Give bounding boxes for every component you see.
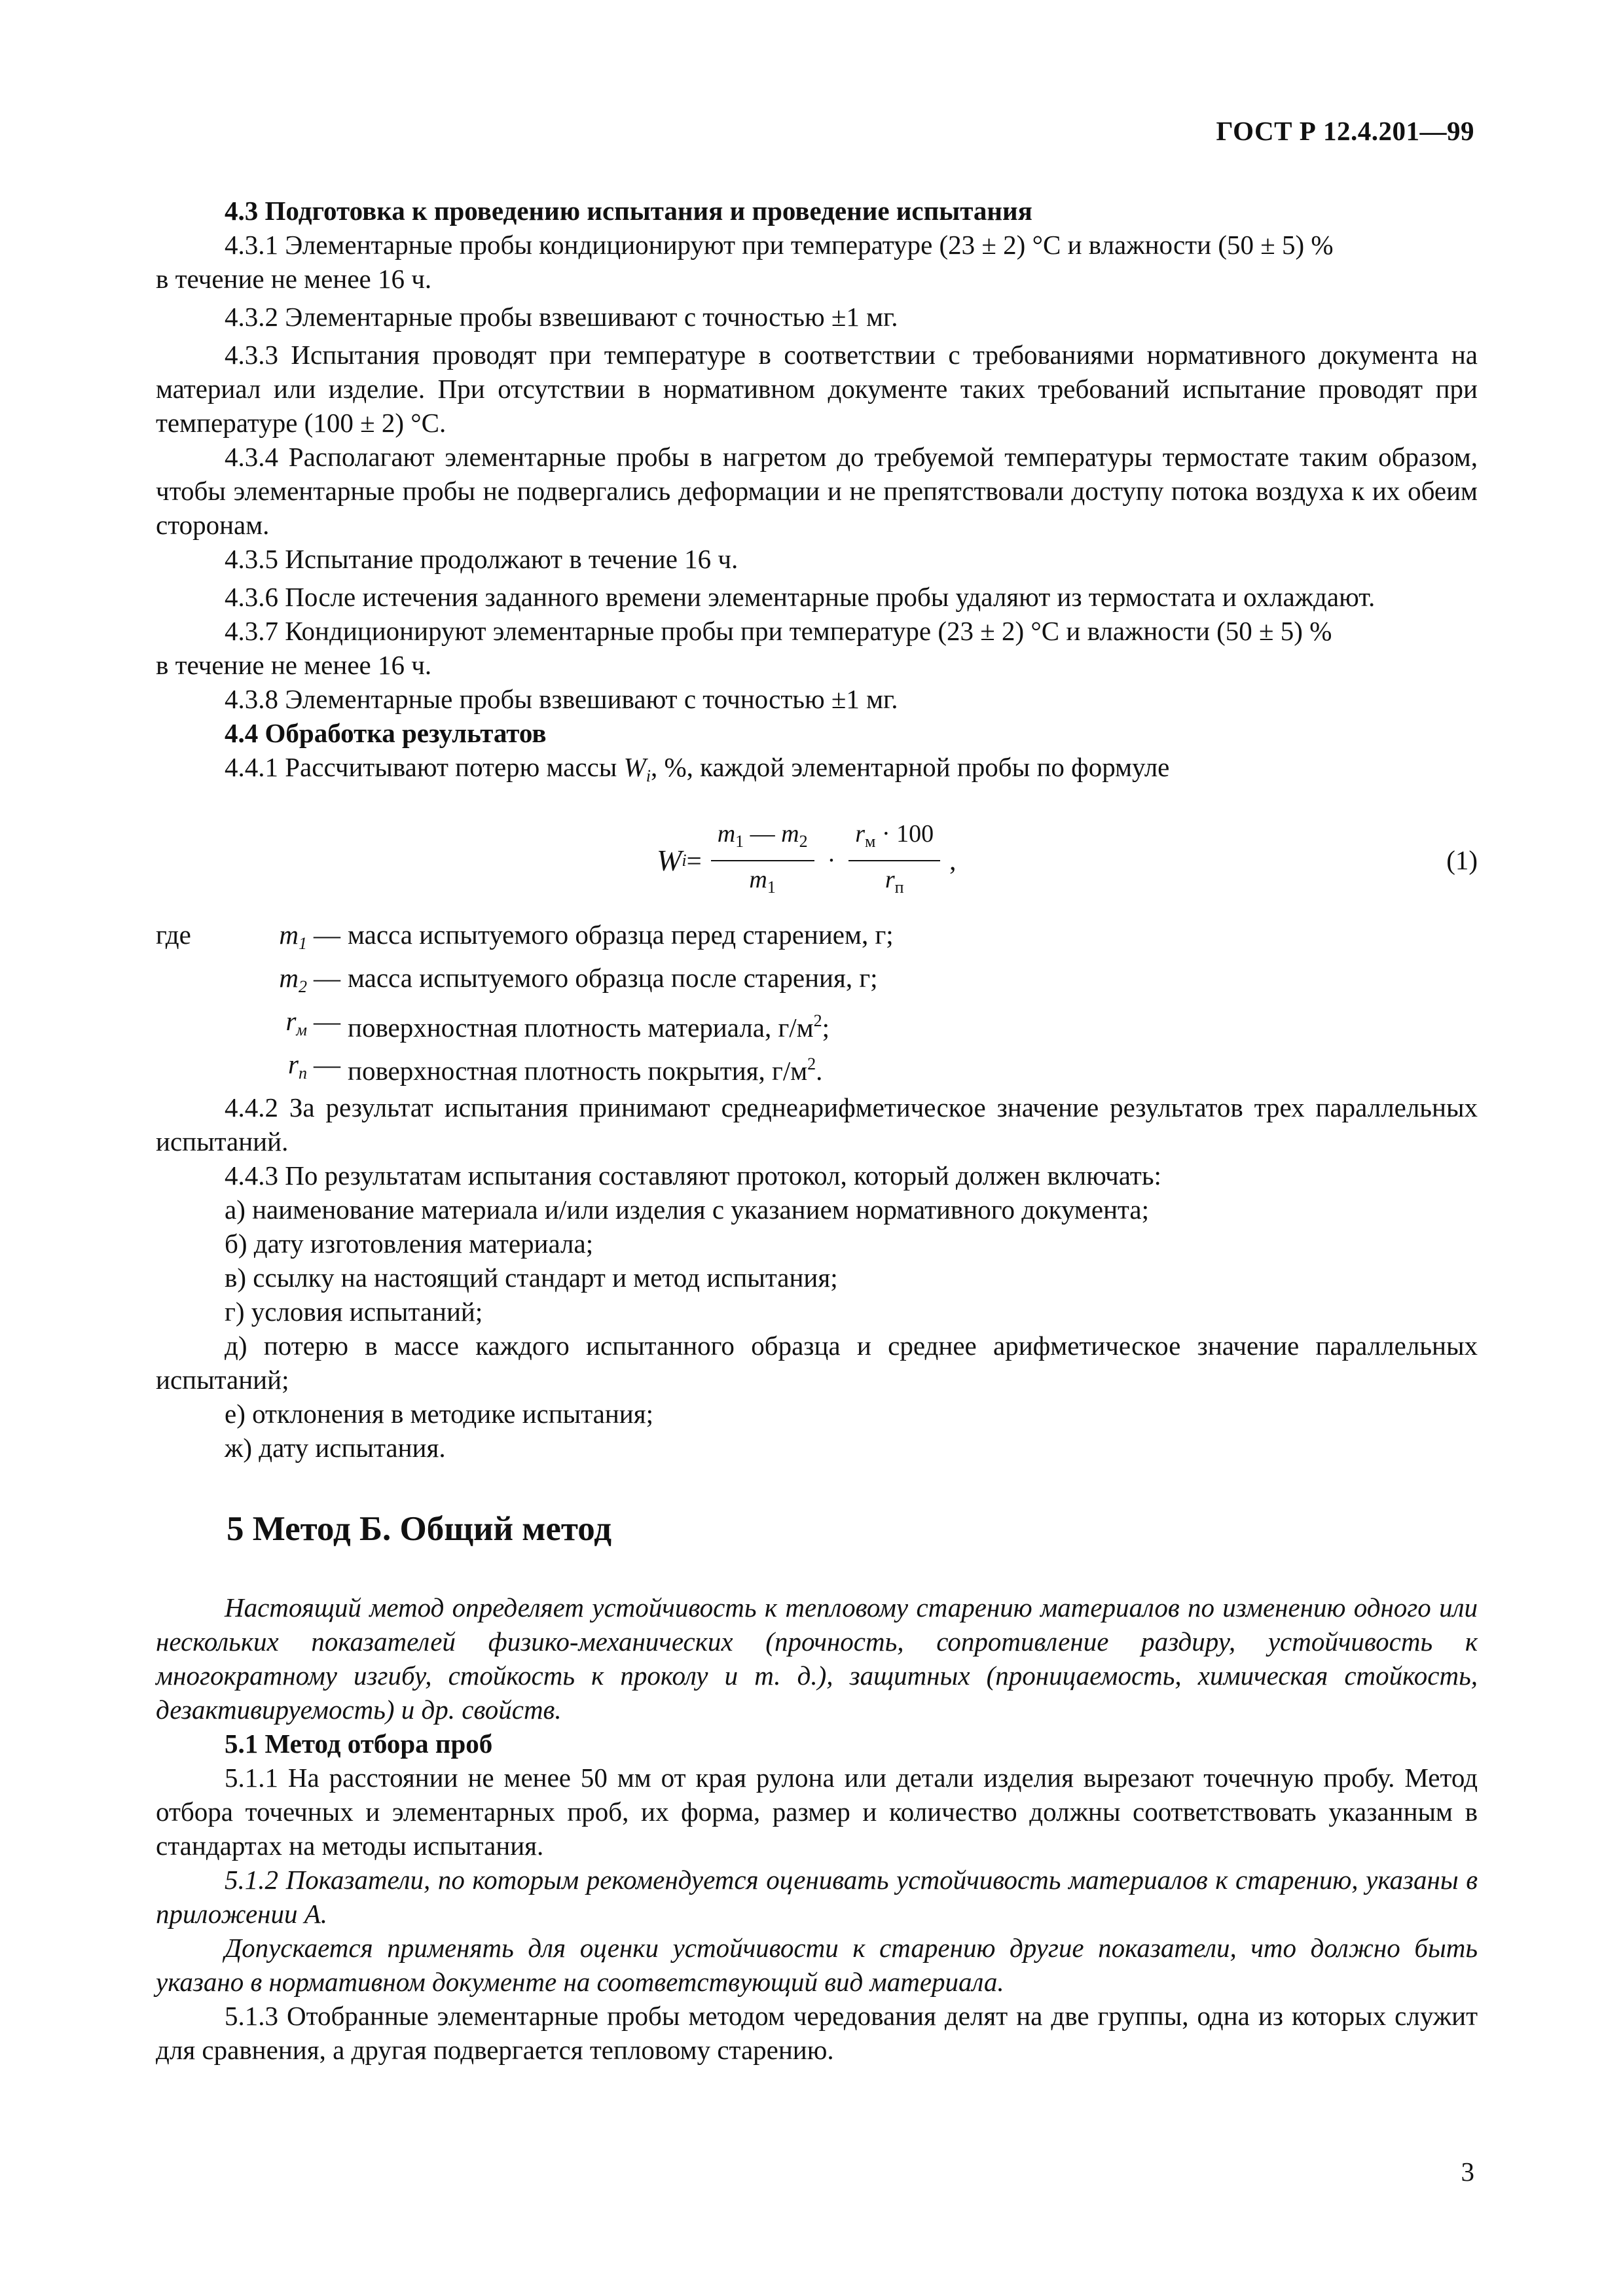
definition-symbol <box>252 961 314 1004</box>
formula-fraction-2 <box>848 818 940 903</box>
definition-text-sup: 2 <box>813 1011 822 1030</box>
num-times-100: · 100 <box>875 820 934 848</box>
formula-lhs: W <box>657 844 682 877</box>
num-r-sub: м <box>865 832 876 851</box>
formula-fraction-1 <box>711 818 814 903</box>
clause-5-1-3: 5.1.3 Отобранные элементарные пробы методом чередования делят на две группы, одна из которых служит для сравнения, а другая подвергается тепловому старению. <box>156 2001 1478 2065</box>
den-m-sub: 1 <box>767 878 776 897</box>
definition-symbol <box>252 918 314 961</box>
den-r: r <box>884 866 895 893</box>
list-item: е) отклонения в методике испытания; <box>225 1399 653 1429</box>
definition-dash: — <box>314 920 340 950</box>
definition-symbol <box>252 1047 314 1090</box>
clause-4-3-7-line1: 4.3.7 Кондиционируют элементарные пробы при температуре (23 ± 2) °С и влажности (50 ± 5) % <box>225 616 1332 646</box>
definition-symbol-sub: 1 <box>299 934 307 953</box>
definition-symbol-letter: r <box>285 1006 297 1036</box>
formula-equals: = <box>686 846 702 876</box>
definition-text-sup: 2 <box>807 1054 816 1073</box>
definition-row <box>156 1004 1478 1047</box>
clause-4-4-1-post: , %, каждой элементарной пробы по формуле <box>650 752 1170 782</box>
fraction-2-denominator <box>885 861 904 903</box>
definition-text: масса испытуемого образца после старения, г; <box>348 963 878 993</box>
num-m2: m <box>781 820 799 848</box>
num-minus: — <box>744 820 782 848</box>
definition-lead: где <box>156 920 191 950</box>
definition-text <box>348 1047 1478 1090</box>
definition-symbol-sub: м <box>296 1020 307 1039</box>
definition-row <box>156 918 1478 961</box>
definition-dash: — <box>314 1006 340 1036</box>
definition-symbol-sub: п <box>299 1064 307 1083</box>
fraction-1-numerator <box>711 818 814 861</box>
clause-4-3-3: 4.3.3 Испытания проводят при температуре в соответствии с требованиями нормативного документа на материал или изделие. При отсутствии в нормативном документе таких требований испытание проводят при температуре (100 ± 2) °С. <box>156 340 1478 438</box>
definition-text <box>348 1004 1478 1047</box>
num-r: r <box>855 820 866 848</box>
clause-5-1-1: 5.1.1 На расстоянии не менее 50 мм от края рулона или детали изделия вырезают точечную пробу. Метод отбора точечных и элементарных проб, их форма, размер и количество должны соответствовать указанным в стандартах на методы испытания. <box>156 1763 1478 1861</box>
clause-4-4-2: 4.4.2 За результат испытания принимают среднеарифметическое значение результатов трех параллельных испытаний. <box>156 1092 1478 1157</box>
clause-4-3-5: 4.3.5 Испытание продолжают в течение 16 ч. <box>225 544 739 574</box>
clause-4-4-1-pre: 4.4.1 Рассчитывают потерю массы <box>225 752 624 782</box>
clause-4-4-1 <box>156 750 1478 793</box>
definition-text: масса испытуемого образца перед старением, г; <box>348 920 894 950</box>
formula-expression <box>657 812 956 910</box>
section-5-title: 5 Метод Б. Общий метод <box>227 1510 612 1548</box>
list-item: д) потерю в массе каждого испытанного образца и среднее арифметическое значение параллельных испытаний; <box>156 1331 1478 1395</box>
clause-5-1-2: 5.1.2 Показатели, по которым рекомендуется оценивать устойчивость материалов к старению, указаны в приложении А. <box>156 1865 1478 1929</box>
page-number: 3 <box>1461 2157 1474 2187</box>
clause-4-3-1-line1: 4.3.1 Элементарные пробы кондиционируют при температуре (23 ± 2) °С и влажности (50 ± 5) % <box>225 230 1334 260</box>
num-m2-sub: 2 <box>799 832 808 851</box>
document-body <box>156 194 1478 2067</box>
definition-symbol-letter: m <box>279 963 299 993</box>
definition-text-tail: ; <box>822 1013 830 1043</box>
list-item: ж) дату испытания. <box>225 1433 446 1463</box>
den-m: m <box>749 866 767 893</box>
definition-text-tail: . <box>816 1056 823 1086</box>
section-4-4-title: 4.4 Обработка результатов <box>225 718 547 748</box>
formula-1 <box>156 812 1478 910</box>
num-m: m <box>717 820 736 848</box>
formula-number: (1) <box>1446 845 1478 875</box>
list-item: а) наименование материала и/или изделия с указанием нормативного документа; <box>225 1194 1150 1225</box>
formula-multiply-dot: · <box>827 847 836 874</box>
definition-symbol-sub: 2 <box>299 977 307 996</box>
definition-row <box>156 961 1478 1004</box>
section-4-3-title: 4.3 Подготовка к проведению испытания и проведение испытания <box>225 196 1032 226</box>
clause-4-3-2: 4.3.2 Элементарные пробы взвешивают с точностью ±1 мг. <box>225 302 898 332</box>
clause-4-3-7-line2: в течение не менее 16 ч. <box>156 650 432 680</box>
formula-definitions <box>156 918 1478 1090</box>
den-r-sub: п <box>894 878 904 897</box>
list-item: г) условия испытаний; <box>225 1297 483 1327</box>
clause-4-4-1-var: W <box>623 752 646 782</box>
list-item: б) дату изготовления материала; <box>225 1229 594 1259</box>
definition-dash: — <box>314 1049 340 1079</box>
definition-lead <box>156 1004 252 1047</box>
definition-symbol <box>252 1004 314 1047</box>
clause-4-4-1-var-sub: i <box>646 766 651 785</box>
clause-4-4-3: 4.4.3 По результатам испытания составляют протокол, который должен включать: <box>225 1160 1161 1191</box>
clause-5-1-2-note: Допускается применять для оценки устойчивости к старению другие показатели, что должно быть указано в нормативном документе на соответствующий вид материала. <box>156 1933 1478 1997</box>
clause-4-3-6: 4.3.6 После истечения заданного времени элементарные пробы удаляют из термостата и охлаждают. <box>225 582 1376 612</box>
definition-lead <box>156 961 252 1004</box>
fraction-2-numerator <box>848 818 940 861</box>
clause-4-3-8: 4.3.8 Элементарные пробы взвешивают с точностью ±1 мг. <box>225 684 898 714</box>
definition-symbol-letter: m <box>279 920 299 950</box>
definition-row <box>156 1047 1478 1090</box>
document-code-header: ГОСТ Р 12.4.201—99 <box>1216 116 1474 146</box>
definition-symbol-letter: r <box>288 1049 299 1079</box>
clause-4-3-1-line2: в течение не менее 16 ч. <box>156 264 432 294</box>
fraction-1-denominator <box>749 861 775 903</box>
clause-4-3-4: 4.3.4 Располагают элементарные пробы в нагретом до требуемой температуры термостате таким образом, чтобы элементарные пробы не подвергались деформации и не препятствовали доступу потока воздуха к их обеим сторонам. <box>156 442 1478 540</box>
formula-comma: , <box>949 846 957 876</box>
section-5-intro: Настоящий метод определяет устойчивость к тепловому старению материалов по изменению одного или нескольких показателей физико-механических (прочность, сопротивление раздиру, устойчивость к многократному изгибу, стойкость к проколу и т. д.), защитных (проницаемость, химическая стойкость, дезактивируемость) и др. свойств. <box>156 1592 1478 1725</box>
formula-lhs-sub: i <box>682 851 687 870</box>
section-5-1-title: 5.1 Метод отбора проб <box>225 1729 493 1759</box>
definition-text-main: поверхностная плотность покрытия, г/м <box>348 1056 808 1086</box>
num-m-sub: 1 <box>735 832 744 851</box>
list-item: в) ссылку на настоящий стандарт и метод испытания; <box>225 1263 838 1293</box>
definition-text-main: поверхностная плотность материала, г/м <box>348 1013 814 1043</box>
definition-dash: — <box>314 963 340 993</box>
definition-lead <box>156 1047 252 1090</box>
